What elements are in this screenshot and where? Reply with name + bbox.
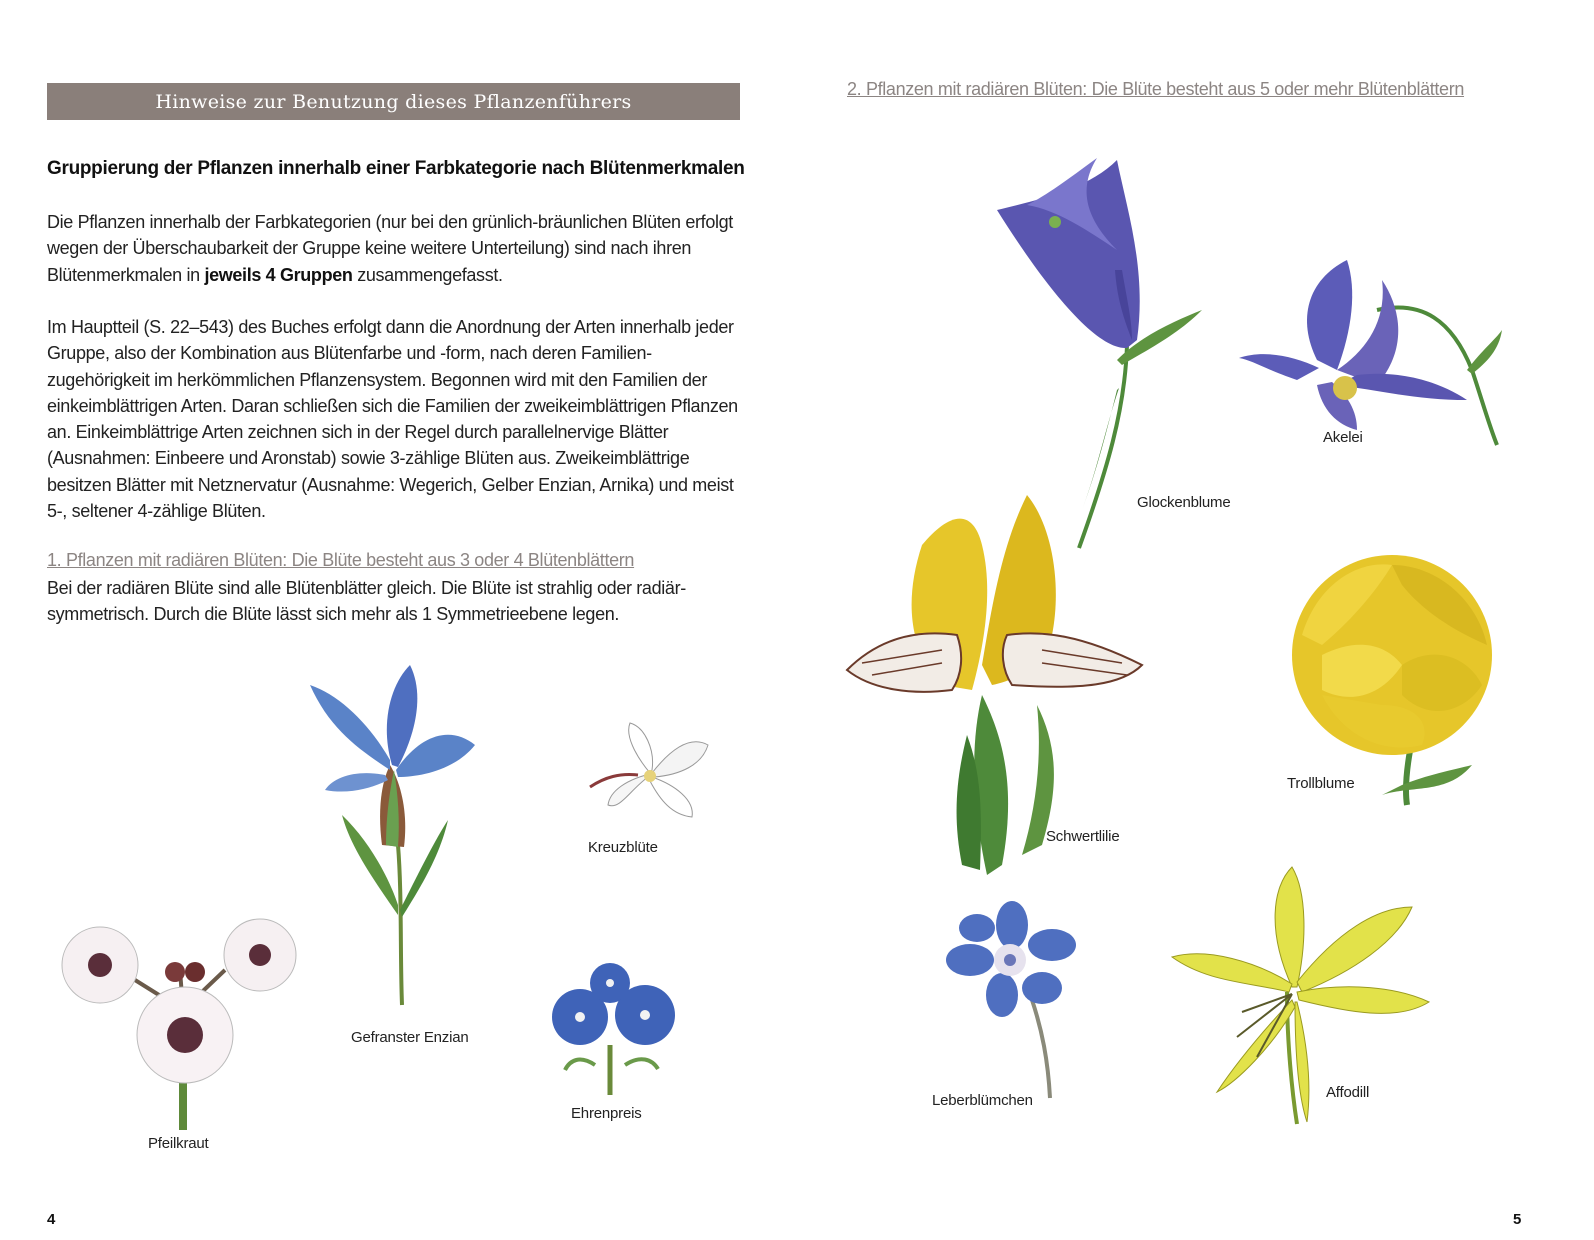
caption-leberbluemchen: Leberblümchen [932,1092,1033,1109]
akelei-illustration [1237,250,1507,450]
page-number-right: 5 [1513,1211,1522,1228]
gefranster-enzian-illustration [290,655,480,1015]
affodill-illustration [1167,862,1432,1127]
caption-ehrenpreis: Ehrenpreis [571,1105,642,1122]
ehrenpreis-illustration [540,955,710,1095]
page-header-title: Hinweise zur Benutzung dieses Pflanzenführers [155,90,632,113]
caption-akelei: Akelei [1323,429,1363,446]
intro-paragraph [47,209,747,288]
caption-trollblume: Trollblume [1287,775,1355,792]
section-1-heading: 1. Pflanzen mit radiären Blüten: Die Blüte besteht aus 3 oder 4 Blütenblättern [47,550,635,570]
intro-text-end: zusammengefasst. [352,264,503,285]
schwertlilie-illustration [842,485,1152,875]
intro-text-start: Die Pflanzen innerhalb der Farbkategorien (nur bei den grünlich-bräunlichen Blüten erfolgt wegen der Überschaubarkeit der Gruppe keine weitere Unterteilung) sind nach ihren Blütenmerkmalen in [47,212,733,285]
caption-kreuzbluete: Kreuzblüte [588,839,658,856]
main-part-paragraph: Im Hauptteil (S. 22–543) des Buches erfolgt dann die Anordnung der Arten innerhalb jeder Gruppe, also der Kombination aus Blütenfarbe und -form, nach deren Familienzugehörigkeit im herkömmlichen Pflanzensystem. Begonnen wird mit den Familien der einkeimblättrigen Arten. Daran schließen sich die Familien der zweikeimblättrigen Pflanzen an. Einkeimblättrige Arten zeichnen sich in der Regel durch parallelnervige Blätter (Ausnahmen: Einbeere und Aronstab) sowie 3-zählige Blüten aus. Zweikeimblättrige besitzen Blätter mit Netznervatur (Ausnahme: Wegerich, Gelber Enzian, Arnika) und meist 5-, seltener 4-zählige Blüten. [47,317,738,522]
pfeilkraut-illustration [45,910,305,1130]
intro-text-bold: jeweils 4 Gruppen [204,264,353,285]
caption-affodill: Affodill [1326,1084,1370,1101]
page-header-bar [47,83,740,120]
kreuzbluete-illustration [580,715,715,825]
page-number-left: 4 [47,1211,56,1228]
right-page [797,0,1594,1240]
radial-definition-paragraph: Bei der radiären Blüte sind alle Blütenblätter gleich. Die Blüte ist strahlig oder radiärsymmetrisch. Durch die Blüte lässt sich mehr als 1 Symmetrieebene legen. [47,578,687,625]
section-2-heading: 2. Pflanzen mit radiären Blüten: Die Blüte besteht aus 5 oder mehr Blütenblättern [847,79,1465,99]
caption-pfeilkraut: Pfeilkraut [148,1135,209,1152]
caption-schwertlilie: Schwertlilie [1046,828,1120,845]
leberbluemchen-illustration [942,900,1082,1100]
caption-glockenblume: Glockenblume [1137,494,1231,511]
section-subheading: Gruppierung der Pflanzen innerhalb einer Farbkategorie nach Blütenmerkmalen [47,158,745,179]
caption-gefranster-enzian: Gefranster Enzian [351,1029,469,1046]
